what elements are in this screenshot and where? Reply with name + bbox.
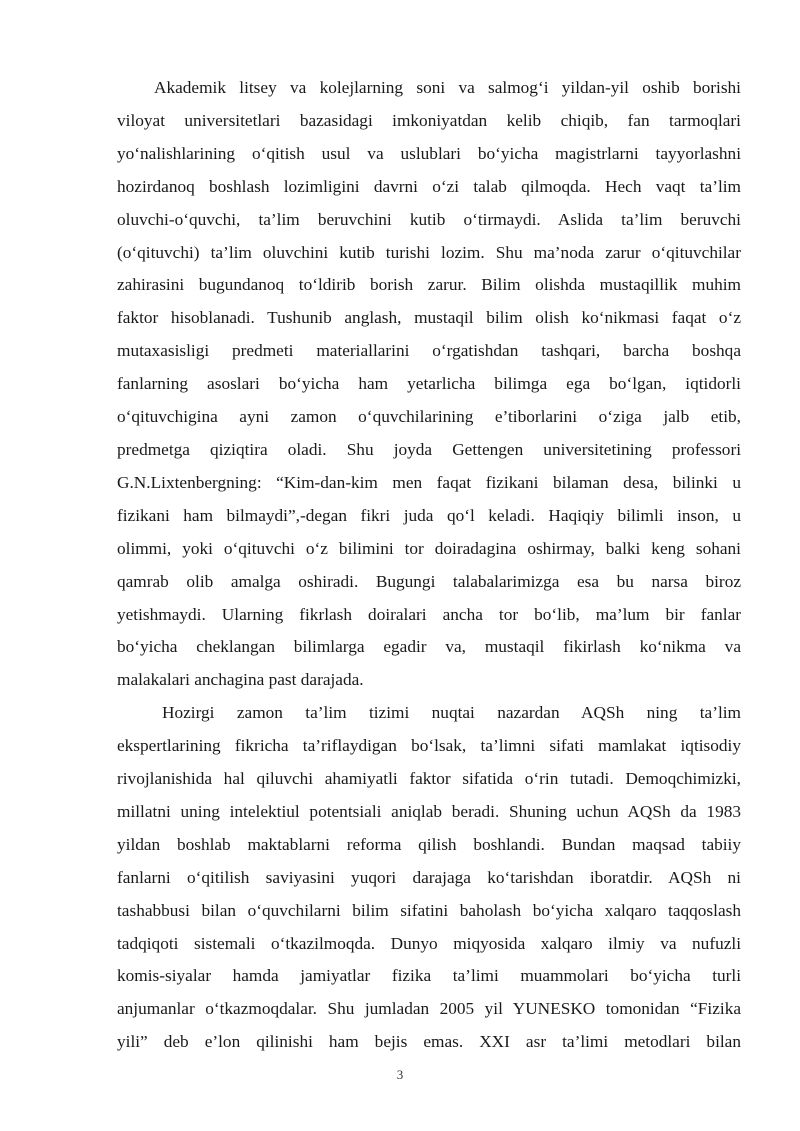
text-line: yili” deb e’lon qilinishi ham bejis emas. XXI asr ta’limi metodlari bilan bbox=[117, 1032, 741, 1052]
text-line: fanlarning asoslari bo‘yicha ham yetarlicha bilimga ega bo‘lgan, iqtidorli bbox=[117, 374, 741, 394]
text-line: fizikani ham bilmaydi”,-degan fikri juda qo‘l keladi. Haqiqiy bilimli inson, u bbox=[117, 505, 741, 525]
text-line: tashabbusi bilan o‘quvchilarni bilim sifatini baholash bo‘yicha xalqaro taqqoslash bbox=[117, 900, 741, 920]
text-line: Hozirgi zamon ta’lim tizimi nuqtai nazardan AQSh ning ta’lim bbox=[162, 703, 741, 723]
text-line: yo‘nalishlarining o‘qitish usul va uslublari bo‘yicha magistrlarni tayyorlashni bbox=[117, 143, 741, 163]
text-line: komis-siyalar hamda jamiyatlar fizika ta’limi muammolari bo‘yicha turli bbox=[117, 966, 741, 986]
text-line: zahirasini bugundanoq to‘ldirib borish zarur. Bilim olishda mustaqillik muhim bbox=[117, 275, 741, 295]
text-line: predmetga qiziqtira oladi. Shu joyda Gettengen universitetining professori bbox=[117, 439, 741, 459]
text-line: olimmi, yoki o‘qituvchi o‘z bilimini tor doiradagina oshirmay, balki keng sohani bbox=[117, 538, 741, 558]
text-line: tadqiqoti sistemali o‘tkazilmoqda. Dunyo miqyosida xalqaro ilmiy va nufuzli bbox=[117, 933, 741, 953]
document-page bbox=[117, 72, 741, 1059]
text-line: millatni uning intelektiul potentsiali aniqlab beradi. Shuning uchun AQSh da 1983 bbox=[117, 801, 741, 821]
text-line: faktor hisoblanadi. Tushunib anglash, mustaqil bilim olish ko‘nikmasi faqat o‘z bbox=[117, 308, 741, 328]
text-line: yetishmaydi. Ularning fikrlash doiralari ancha tor bo‘lib, ma’lum bir fanlar bbox=[117, 604, 741, 624]
text-line: fanlarni o‘qitilish saviyasini yuqori darajaga ko‘tarishdan iboratdir. AQSh ni bbox=[117, 867, 741, 887]
text-line: rivojlanishida hal qiluvchi ahamiyatli faktor sifatida o‘rin tutadi. Demoqchimizki, bbox=[117, 769, 741, 789]
page-number: 3 bbox=[396, 1067, 404, 1082]
text-line: malakalari anchagina past darajada. bbox=[117, 670, 364, 690]
text-line: o‘qituvchigina ayni zamon o‘quvchilarining e’tiborlarini o‘ziga jalb etib, bbox=[117, 407, 741, 427]
text-line: (o‘qituvchi) ta’lim oluvchini kutib turishi lozim. Shu ma’noda zarur o‘qituvchilar bbox=[117, 242, 741, 262]
text-line: oluvchi-o‘quvchi, ta’lim beruvchini kutib o‘tirmaydi. Aslida ta’lim beruvchi bbox=[117, 209, 741, 229]
text-line: ekspertlarining fikricha ta’riflaydigan bo‘lsak, ta’limni sifati mamlakat iqtisodiy bbox=[117, 736, 741, 756]
text-line: yildan boshlab maktablarni reforma qilish boshlandi. Bundan maqsad tabiiy bbox=[117, 834, 741, 854]
text-line: Akademik litsey va kolejlarning soni va salmog‘i yildan-yil oshib borishi bbox=[154, 78, 741, 97]
text-line: hozirdanoq boshlash lozimligini davrni o‘zi talab qilmoqda. Hech vaqt ta’lim bbox=[117, 176, 741, 196]
paragraph-2 bbox=[117, 697, 741, 1059]
text-line: qamrab olib amalga oshiradi. Bugungi talabalarimizga esa bu narsa biroz bbox=[117, 571, 741, 591]
text-line: mutaxasisligi predmeti materiallarini o‘rgatishdan tashqari, barcha boshqa bbox=[117, 341, 741, 361]
text-line: G.N.Lixtenbergning: “Kim-dan-kim men faqat fizikani bilaman desa, bilinki u bbox=[117, 472, 741, 492]
text-line: bo‘yicha cheklangan bilimlarga egadir va, mustaqil fikirlash ko‘nikma va bbox=[117, 637, 741, 657]
text-line: viloyat universitetlari bazasidagi imkoniyatdan kelib chiqib, fan tarmoqlari bbox=[117, 110, 741, 130]
paragraph-1 bbox=[117, 72, 741, 697]
text-line: anjumanlar o‘tkazmoqdalar. Shu jumladan 2005 yil YUNESKO tomonidan “Fizika bbox=[117, 999, 741, 1019]
